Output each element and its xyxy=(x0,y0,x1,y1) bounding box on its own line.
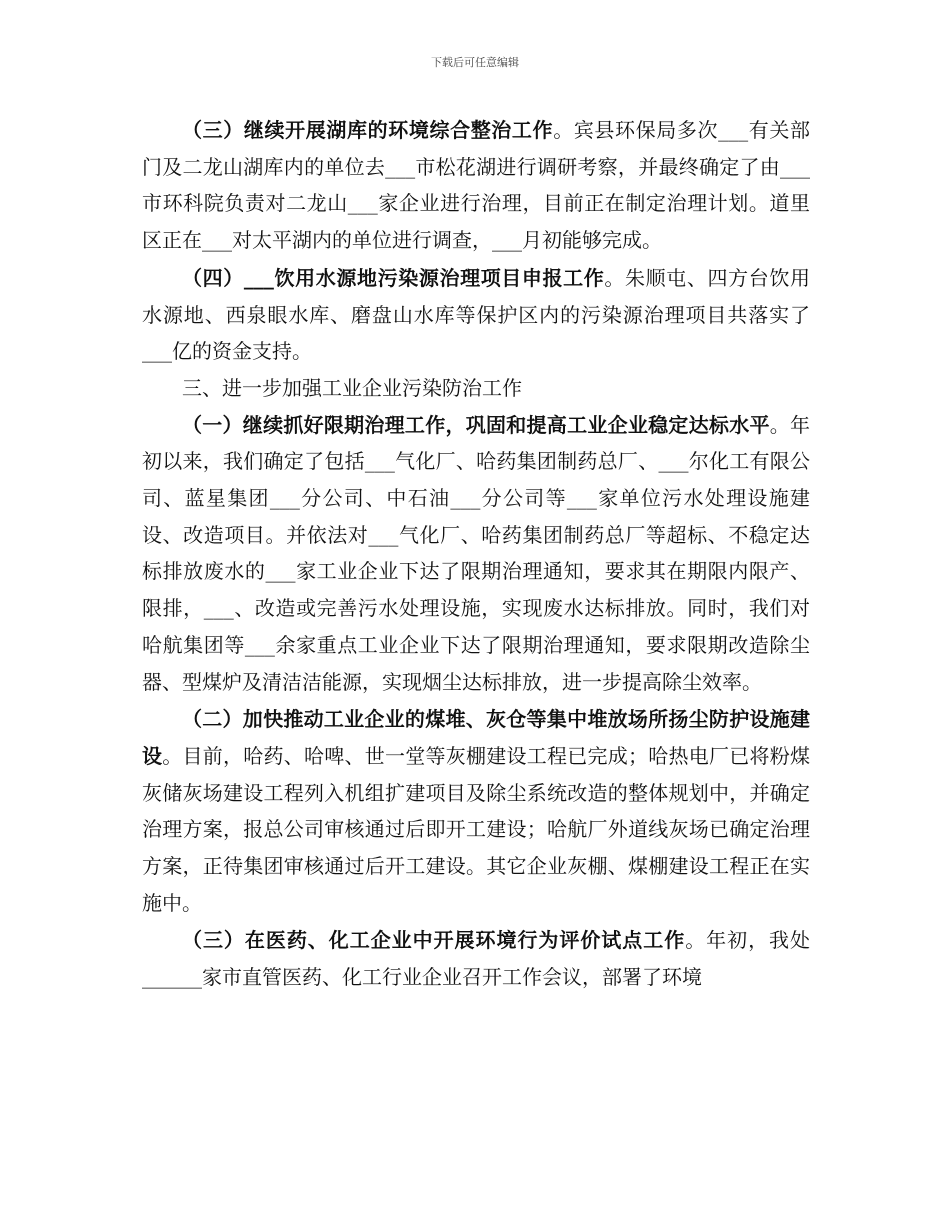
paragraph-text: 。目前，哈药、哈啤、世一堂等灰棚建设工程已完成；哈热电厂已将粉煤灰储灰场建设工程列入机组扩建项目及除尘系统改造的整体规划中，并确定治理方案，报总公司审核通过后即开工建设；哈航厂外道线灰场已确定治理方案，正待集团审核通过后开工建设。其它企业灰棚、煤棚建设工程正在实施中。 xyxy=(142,743,810,915)
page-header: 下载后可任意编辑 xyxy=(431,56,519,69)
paragraph-text: 。年初，我处______家市直管医药、化工行业企业召开工作会议，部署了环境 xyxy=(142,928,811,990)
paragraph-text: 。宾县环保局多次___有关部门及二龙山湖库内的单位去___市松花湖进行调研考察，并最终确定了由___市环科院负责对二龙山___家企业进行治理，目前正在制定治理计划。道里区正在___对太平湖内的单位进行调查，___月初能够完成。 xyxy=(142,118,811,253)
paragraph-evaluation-pilot xyxy=(142,922,810,995)
paragraph-lake-reservoir xyxy=(142,112,810,259)
paragraph-heading: （二）加快推动工业企业的煤堆、灰仓等集中堆放场所扬尘防护设施建设 xyxy=(142,707,810,768)
document-body xyxy=(142,112,810,996)
paragraph-deadline-treatment xyxy=(142,407,810,701)
paragraph-text: 。朱顺屯、四方台饮用水源地、西泉眼水库、磨盘山水库等保护区内的污染源治理项目共落实了___亿的资金支持。 xyxy=(142,265,811,364)
paragraph-text: 。年初以来，我们确定了包括___气化厂、哈药集团制药总厂、___尔化工有限公司、蓝星集团___分公司、中石油___分公司等___家单位污水处理设施建设、改造项目。并依法对___气化厂、哈药集团制药总厂等超标、不稳定达标排放废水的___家工业企业下达了限期治理通知，要求其在期限内限产、限排，___、改造或完善污水处理设施，实现废水达标排放。同时，我们对哈航集团等___余家重点工业企业下达了限期治理通知，要求限期改造除尘器、型煤炉及清洁洁能源，实现烟尘达标排放，进一步提高除尘效率。 xyxy=(142,412,811,694)
section-heading-industrial xyxy=(142,370,810,407)
paragraph-water-source xyxy=(142,260,810,370)
paragraph-heading: （四）___饮用水源地污染源治理项目申报工作 xyxy=(182,265,605,290)
paragraph-heading: （三）继续开展湖库的环境综合整治工作 xyxy=(182,118,554,142)
section-heading-text: 三、进一步加强工业企业污染防治工作 xyxy=(182,375,522,400)
paragraph-heading: （一）继续抓好限期治理工作，巩固和提高工业企业稳定达标水平 xyxy=(182,412,770,437)
paragraph-dust-protection xyxy=(142,701,810,921)
paragraph-heading: （三）在医药、化工企业中开展环境行为评价试点工作 xyxy=(182,928,686,953)
